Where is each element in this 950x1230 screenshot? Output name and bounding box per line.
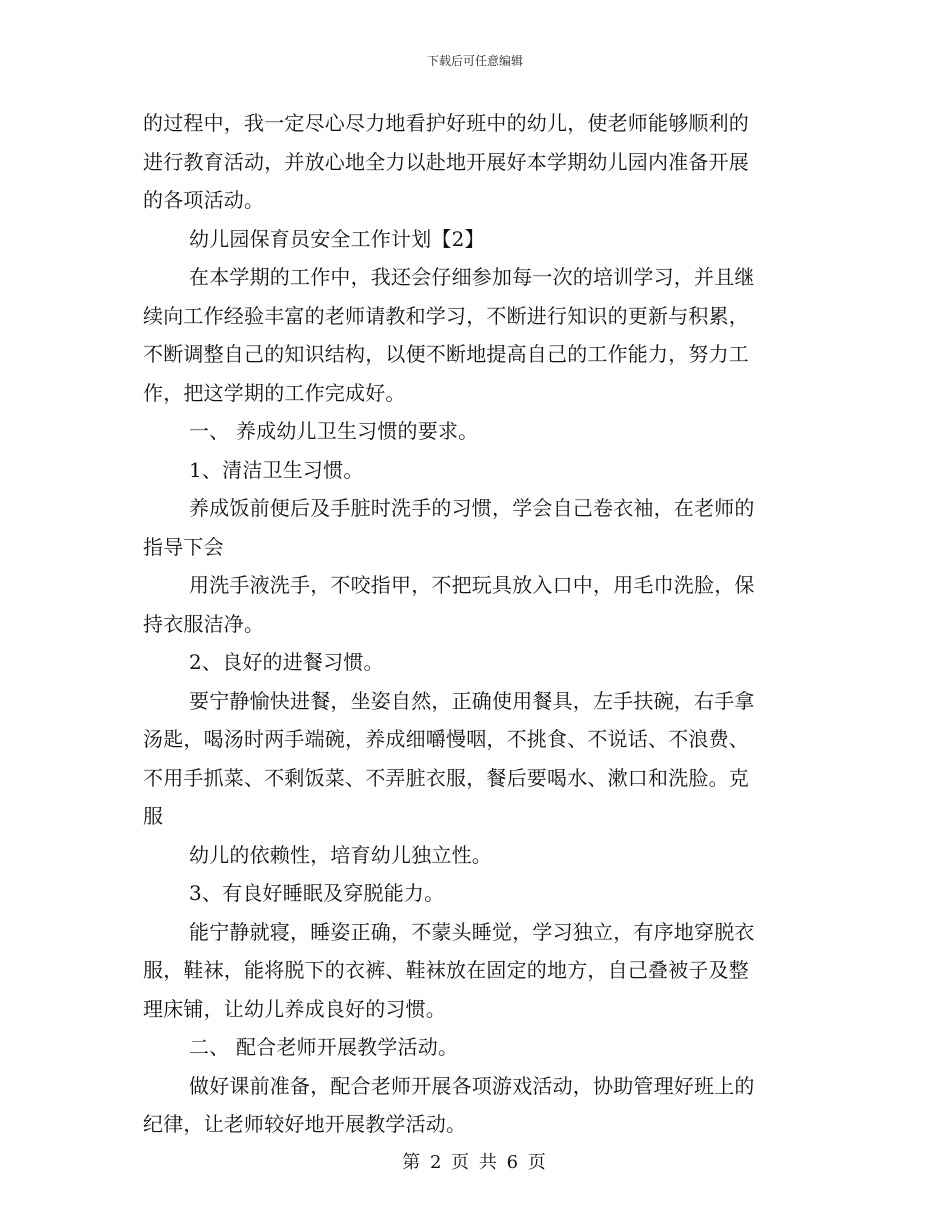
page-header: 下载后可任意编辑 [426, 54, 523, 68]
text-line: 持衣服洁净。 [143, 611, 265, 636]
text-line: 纪律，让老师较好地开展教学活动。 [143, 1112, 467, 1136]
text-line: 进行教育活动，并放心地全力以赴地开展好本学期幼儿园内准备开展 [143, 149, 749, 174]
text-line: 幼儿的依赖性，培育幼儿独立性。 [189, 842, 492, 867]
text-line: 要宁静愉快进餐，坐姿自然，正确使用餐具，左手扶碗，右手拿 [189, 688, 755, 713]
text-line: 汤匙，喝汤时两手端碗，养成细嚼慢咽，不挑食、不说话、不浪费、 [143, 727, 749, 751]
text-line: 理床铺，让幼儿养成良好的习惯。 [143, 996, 446, 1021]
text-line: 幼儿园保育员安全工作计划【2】 [189, 226, 485, 251]
text-line: 服 [143, 804, 164, 828]
text-line: 用洗手液洗手，不咬指甲，不把玩具放入口中，用毛巾洗脸，保 [189, 573, 755, 597]
text-line: 2、良好的进餐习惯。 [189, 650, 384, 674]
text-line: 在本学期的工作中，我还会仔细参加每一次的培训学习，并且继 [189, 265, 755, 289]
text-line: 做好课前准备，配合老师开展各项游戏活动，协助管理好班上的 [189, 1073, 755, 1098]
text-line: 不用手抓菜、不剩饭菜、不弄脏衣服，餐后要喝水、漱口和洗脸。克 [143, 765, 749, 790]
text-line: 指导下会 [143, 534, 224, 559]
text-line: 的各项活动。 [143, 188, 265, 212]
text-line: 二、 配合老师开展教学活动。 [189, 1035, 459, 1059]
text-line: 一、 养成幼儿卫生习惯的要求。 [189, 419, 479, 443]
text-line: 能宁静就寝，睡姿正确，不蒙头睡觉，学习独立，有序地穿脱衣 [189, 919, 755, 944]
text-line: 1、清洁卫生习惯。 [189, 457, 364, 482]
text-line: 作，把这学期的工作完成好。 [143, 380, 406, 405]
text-line: 的过程中，我一定尽心尽力地看护好班中的幼儿，使老师能够顺利的 [143, 111, 749, 135]
text-line: 养成饭前便后及手脏时洗手的习惯，学会自己卷衣袖，在老师的 [189, 496, 755, 520]
document-body [143, 104, 808, 1144]
text-line: 续向工作经验丰富的老师请教和学习，不断进行知识的更新与积累， [143, 303, 749, 328]
text-line: 3、有良好睡眠及穿脱能力。 [189, 881, 445, 905]
page-footer: 第 2 页 共 6 页 [402, 1152, 548, 1173]
text-line: 服，鞋袜，能将脱下的衣裤、鞋袜放在固定的地方，自己叠被子及整 [143, 958, 749, 982]
text-line: 不断调整自己的知识结构，以便不断地提高自己的工作能力，努力工 [143, 342, 749, 366]
